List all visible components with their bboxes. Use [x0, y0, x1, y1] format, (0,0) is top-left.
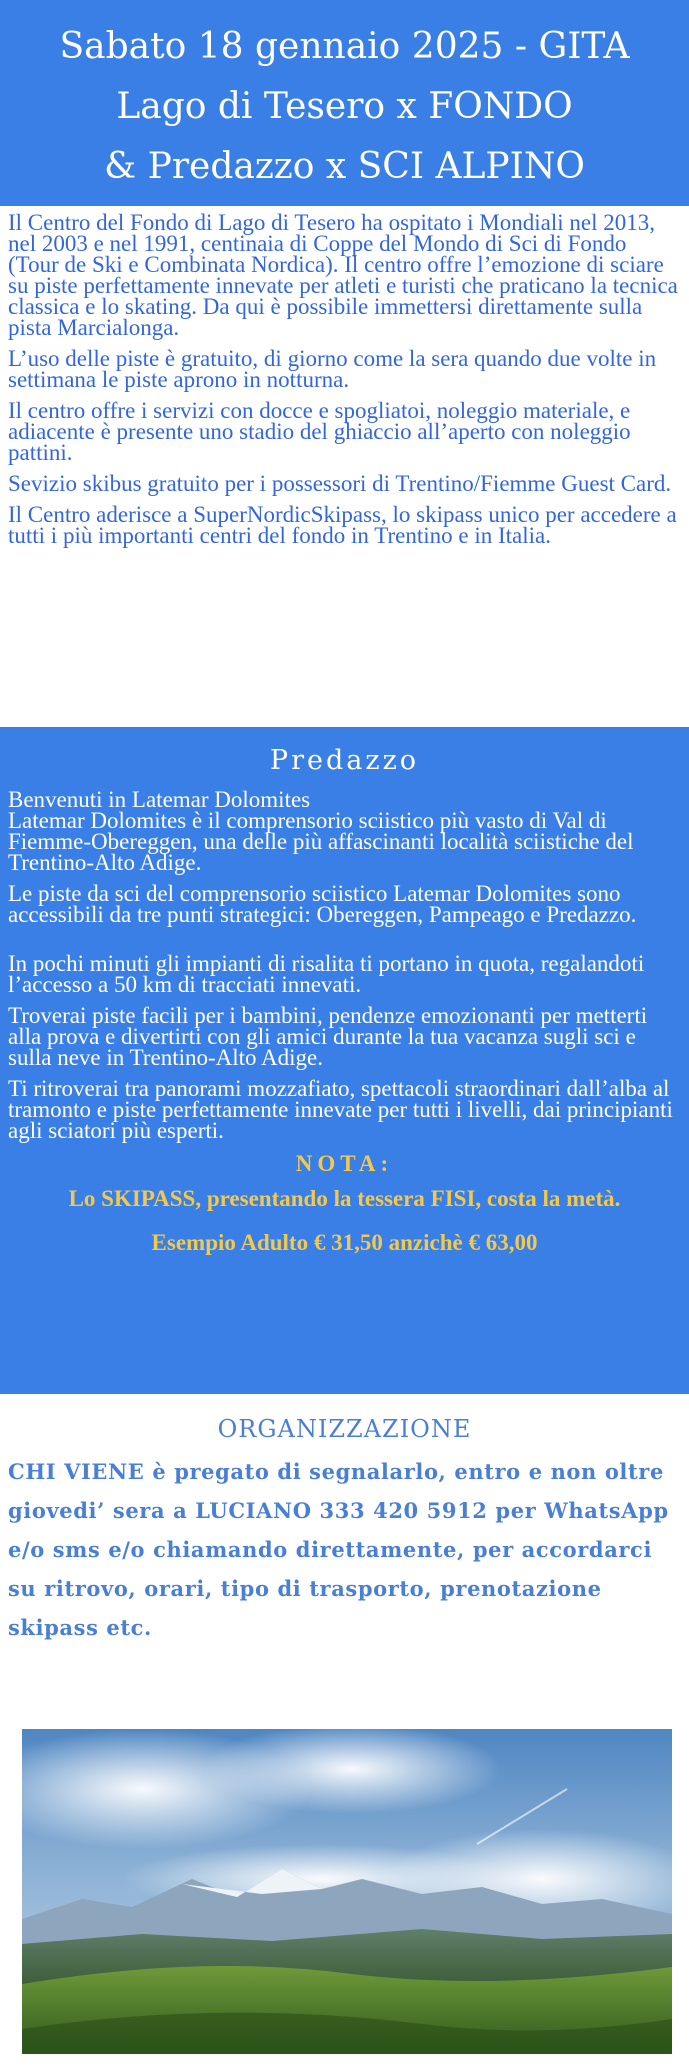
predazzo-paragraph: Le piste da sci del comprensorio sciistico Latemar Dolomites sono accessibili da tre punti strategici: Obereggen, Pampeago e Predazzo. — [8, 881, 637, 927]
nota-price-line: Esempio Adulto € 31,50 anzichè € 63,00 — [151, 1230, 538, 1255]
organizzazione-text: CHI VIENE è pregato di segnalarlo, entro e non oltre giovedi’ sera a LUCIANO 333 420 5912 per WhatsApp e/o sms e/o chiamando direttamente, per accordarci su ritrovo, orari, tipo di trasporto, prenotazione skipass etc. — [8, 1459, 669, 1640]
header-title-line1: Sabato 18 gennaio 2025 - GITA — [59, 26, 630, 67]
intro-paragraph: L’uso delle piste è gratuito, di giorno come la sera quando due volte in settimana le piste aprono in notturna. — [8, 346, 657, 392]
intro-paragraph: Il centro offre i servizi con docce e spogliatoi, noleggio materiale, e adiacente è presente uno stadio del ghiaccio all’aperto con noleggio pattini. — [8, 398, 631, 465]
predazzo-welcome: Benvenuti in Latemar Dolomites — [8, 787, 311, 812]
predazzo-paragraph: Ti ritroverai tra panorami mozzafiato, spettacoli straordinari dall’alba al tramonto e piste perfettamente innevate per tutti i livelli, dai principianti agli sciatori più esperti. — [8, 1076, 673, 1143]
predazzo-paragraph: Latemar Dolomites è il comprensorio sciistico più vasto di Val di Fiemme-Obereggen, una delle più affascinanti località sciistiche del Trentino-Alto Adige. — [8, 808, 634, 875]
predazzo-paragraph: In pochi minuti gli impianti di risalita ti portano in quota, regalandoti l’accesso a 50 km di tracciati innevati. — [8, 951, 645, 997]
header-title-line3: & Predazzo x SCI ALPINO — [104, 146, 585, 187]
predazzo-title: Predazzo — [269, 745, 420, 776]
organizzazione-title: ORGANIZZAZIONE — [217, 1415, 472, 1443]
lago-di-tesero-section — [0, 206, 689, 556]
nota-skipass-line: Lo SKIPASS, presentando la tessera FISI, costa la metà. — [68, 1186, 621, 1211]
mountain-landscape-photo — [22, 1729, 672, 2054]
predazzo-paragraph: Troverai piste facili per i bambini, pendenze emozionanti per metterti alla prova e divertirti con gli amici durante la tua vacanza sugli sci e sulla neve in Trentino-Alto Adige. — [8, 1003, 648, 1070]
organizzazione-section — [0, 1408, 689, 1647]
header-title-line2: Lago di Tesero x FONDO — [116, 86, 573, 127]
intro-paragraph: Il Centro aderisce a SuperNordicSkipass, lo skipass unico per accedere a tutti i più importanti centri del fondo in Trentino e in Italia. — [8, 502, 677, 548]
page-header — [0, 0, 689, 206]
intro-paragraph: Il Centro del Fondo di Lago di Tesero ha ospitato i Mondiali nel 2013, nel 2003 e nel 1991, centinaia di Coppe del Mondo di Sci di Fondo (Tour de Ski e Combinata Nordica). Il centro offre l’emozione di sciare su piste perfettamente innevate per atleti e turisti che praticano la tecnica classica e lo skating. Da qui è possibile immettersi direttamente sulla pista Marcialonga. — [8, 210, 678, 340]
nota-title: NOTA: — [295, 1151, 394, 1176]
intro-paragraph: Sevizio skibus gratuito per i possessori di Trentino/Fiemme Guest Card. — [8, 471, 672, 496]
mountain-landscape-image — [22, 1729, 672, 2054]
predazzo-section — [0, 727, 689, 1394]
